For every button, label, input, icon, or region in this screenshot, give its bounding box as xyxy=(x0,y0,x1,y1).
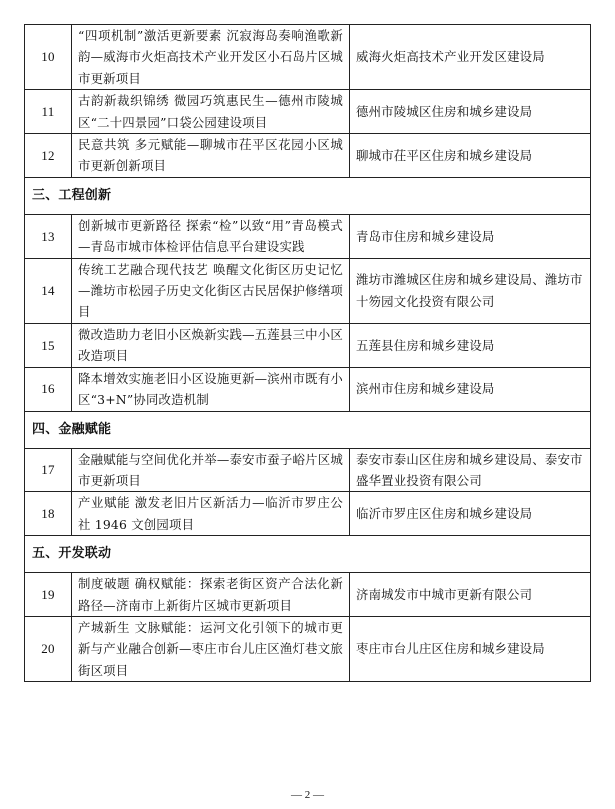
row-number: 20 xyxy=(25,616,72,681)
table-row xyxy=(25,90,591,134)
responsible-unit: 威海火炬高技术产业开发区建设局 xyxy=(350,25,591,90)
section-header-row xyxy=(25,177,591,214)
project-name: 传统工艺融合现代技艺 唤醒文化街区历史记忆—潍坊市松园子历史文化街区古民居保护修缮项目 xyxy=(72,258,350,323)
row-number: 12 xyxy=(25,134,72,178)
responsible-unit: 临沂市罗庄区住房和城乡建设局 xyxy=(350,492,591,536)
section-title: 三、工程创新 xyxy=(25,177,591,214)
section-title: 四、金融赋能 xyxy=(25,411,591,448)
project-name: 古韵新裁织锦绣 微园巧筑惠民生—德州市陵城区“二十四景园”口袋公园建设项目 xyxy=(72,90,350,134)
table-row xyxy=(25,573,591,617)
section-header-row xyxy=(25,411,591,448)
table-row xyxy=(25,214,591,258)
responsible-unit: 泰安市泰山区住房和城乡建设局、泰安市盛华置业投资有限公司 xyxy=(350,448,591,492)
project-name: 创新城市更新路径 探索“检”以致“用”青岛模式—青岛市城市体检评估信息平台建设实践 xyxy=(72,214,350,258)
row-number: 11 xyxy=(25,90,72,134)
table-row xyxy=(25,616,591,681)
row-number: 16 xyxy=(25,367,72,411)
table-row xyxy=(25,323,591,367)
row-number: 10 xyxy=(25,25,72,90)
project-name: 金融赋能与空间优化并举—泰安市蚕子峪片区城市更新项目 xyxy=(72,448,350,492)
row-number: 15 xyxy=(25,323,72,367)
responsible-unit: 五莲县住房和城乡建设局 xyxy=(350,323,591,367)
table-row xyxy=(25,367,591,411)
project-name: 降本增效实施老旧小区设施更新—滨州市既有小区“3+N”协同改造机制 xyxy=(72,367,350,411)
responsible-unit: 滨州市住房和城乡建设局 xyxy=(350,367,591,411)
section-title: 五、开发联动 xyxy=(25,536,591,573)
row-number: 14 xyxy=(25,258,72,323)
project-name: “四项机制”激活更新要素 沉寂海岛奏响渔歌新韵—威海市火炬高技术产业开发区小石岛片区城市更新项目 xyxy=(72,25,350,90)
project-name: 制度破题 确权赋能：探索老街区资产合法化新路径—济南市上新街片区城市更新项目 xyxy=(72,573,350,617)
table-row xyxy=(25,492,591,536)
project-name: 产业赋能 激发老旧片区新活力—临沂市罗庄公社 1946 文创园项目 xyxy=(72,492,350,536)
responsible-unit: 德州市陵城区住房和城乡建设局 xyxy=(350,90,591,134)
row-number: 17 xyxy=(25,448,72,492)
page-number: — 2 — xyxy=(291,789,324,801)
responsible-unit: 潍坊市潍城区住房和城乡建设局、潍坊市十笏园文化投资有限公司 xyxy=(350,258,591,323)
row-number: 19 xyxy=(25,573,72,617)
responsible-unit: 青岛市住房和城乡建设局 xyxy=(350,214,591,258)
row-number: 13 xyxy=(25,214,72,258)
table-row xyxy=(25,258,591,323)
section-header-row xyxy=(25,536,591,573)
table-row xyxy=(25,448,591,492)
responsible-unit: 聊城市茌平区住房和城乡建设局 xyxy=(350,134,591,178)
project-table xyxy=(24,24,591,682)
project-name: 产城新生 文脉赋能：运河文化引领下的城市更新与产业融合创新—枣庄市台儿庄区渔灯巷文旅街区项目 xyxy=(72,616,350,681)
project-name: 民意共筑 多元赋能—聊城市茌平区花园小区城市更新创新项目 xyxy=(72,134,350,178)
row-number: 18 xyxy=(25,492,72,536)
responsible-unit: 枣庄市台儿庄区住房和城乡建设局 xyxy=(350,616,591,681)
responsible-unit: 济南城发市中城市更新有限公司 xyxy=(350,573,591,617)
table-row xyxy=(25,25,591,90)
table-row xyxy=(25,134,591,178)
project-name: 微改造助力老旧小区焕新实践—五莲县三中小区改造项目 xyxy=(72,323,350,367)
